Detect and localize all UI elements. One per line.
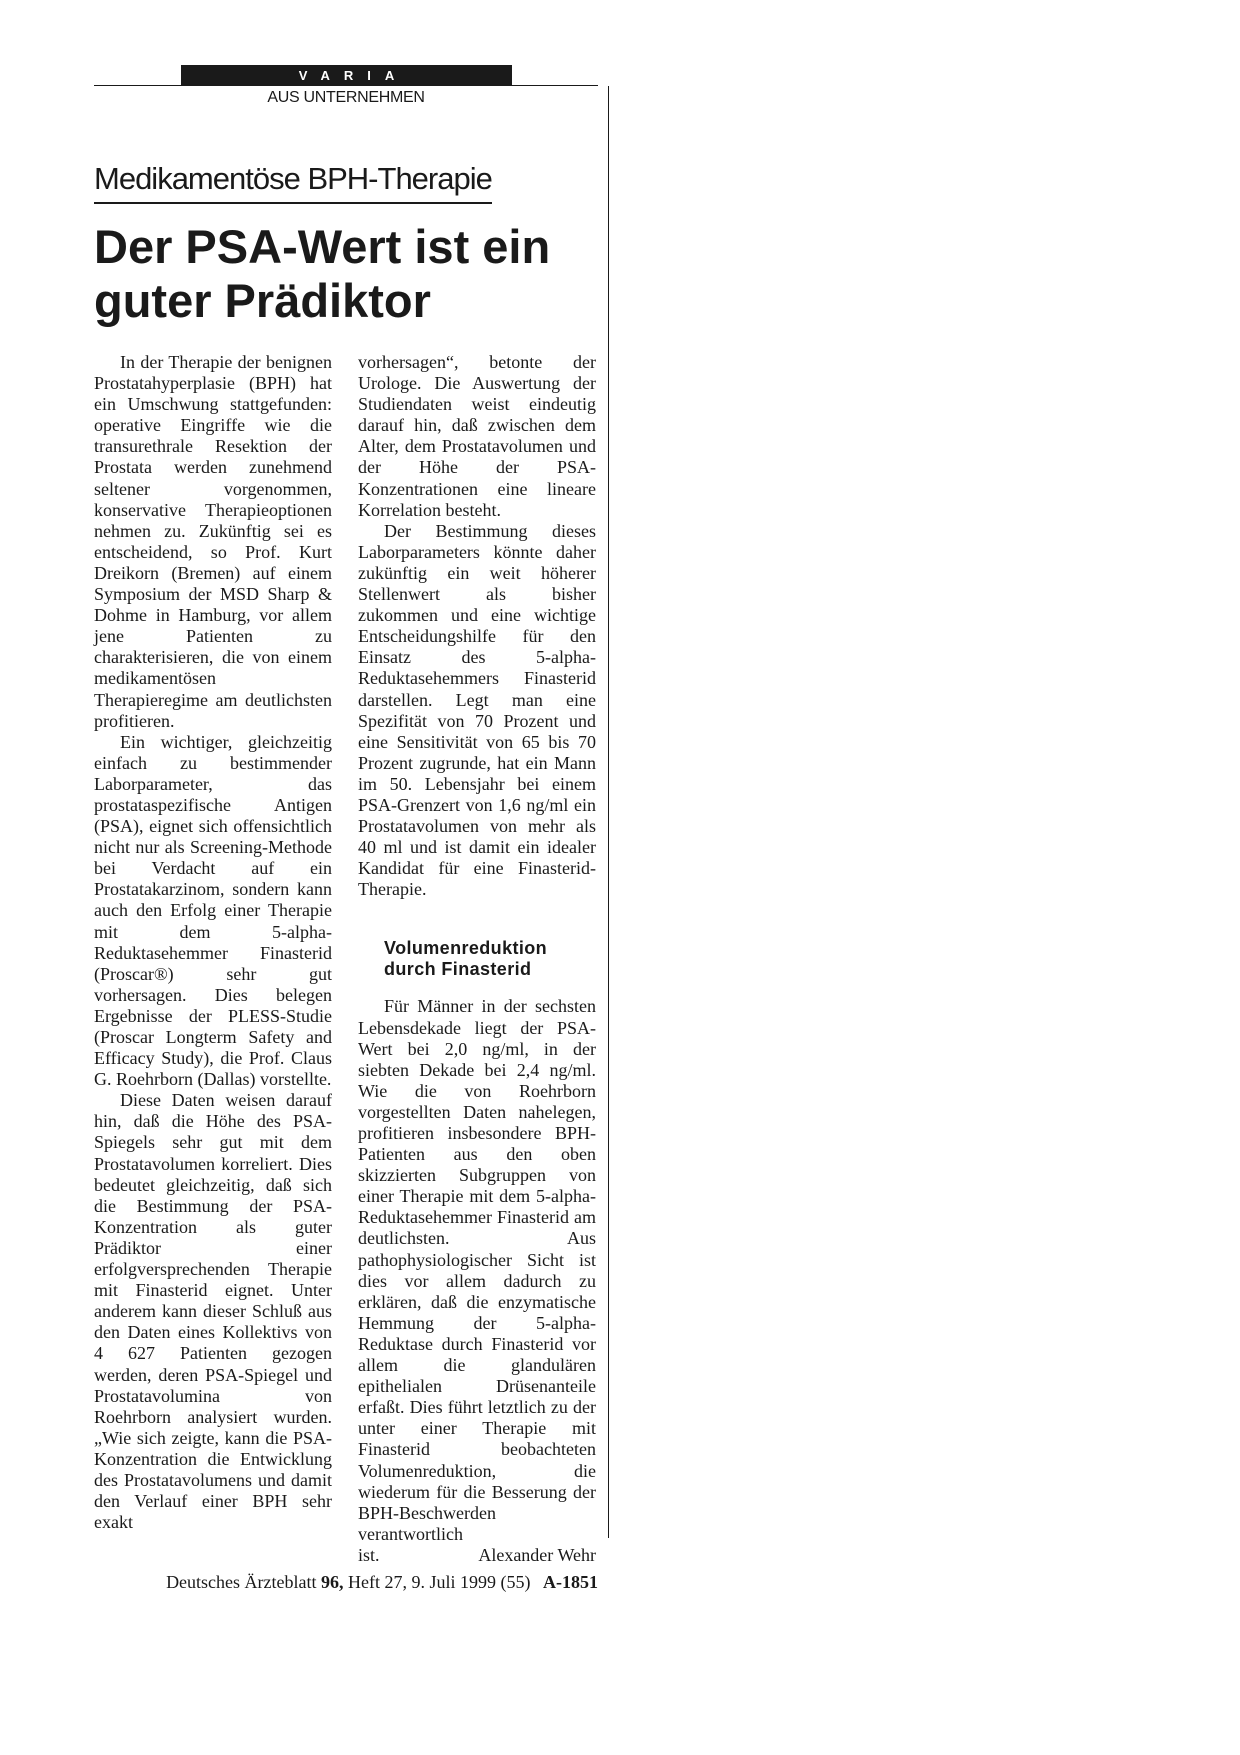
paragraph: Diese Daten weisen darauf hin, daß die Höhe des PSA-Spiegels sehr gut mit dem Prostatavolumen korreliert. Dies bedeutet gleichzeitig, daß sich die Bestimmung der PSA-Konzentration als guter Prädiktor einer erfolgversprechenden Therapie mit Finasterid eignet. Unter anderem kann dieser Schluß aus den Daten eines Kollektivs von 4 627 Patienten gezogen werden, deren PSA-Spiegel und Prostatavolumina von Roehrborn analysiert wurden. „Wie sich zeigte, kann die PSA-Konzentration die Entwicklung des Prostatavolumens und damit den Verlauf einer BPH sehr exakt — [94, 1090, 332, 1533]
column-divider — [608, 86, 609, 1538]
article-column-left — [94, 352, 332, 1533]
article-headline: Der PSA-Wert ist ein guter Prädiktor — [94, 220, 551, 327]
article-kicker: Medikamentöse BPH-Therapie — [94, 161, 492, 196]
header-rule — [94, 85, 598, 86]
issue-info: Heft 27, 9. Juli 1999 (55) — [348, 1572, 531, 1592]
journal-volume: 96, — [321, 1572, 344, 1592]
paragraph: Für Männer in der sechsten Lebensdekade liegt der PSA-Wert bei 2,0 ng/ml, in der siebten Dekade bei 2,4 ng/ml. Wie die von Roehrborn vorgestellten Daten nahelegen, profitieren insbesondere BPH-Patienten aus den oben skizzierten Subgruppen von einer Therapie mit dem 5-alpha-Reduktasehemmer Finasterid am deutlichsten. Aus pathophysiologischer Sicht ist dies vor allem dadurch zu erklären, daß die enzymatische Hemmung der 5-alpha-Reduktase durch Finasterid vor allem die glandulären epithelialen Drüsenanteile erfaßt. Dies führt letztlich zu der unter einer Therapie mit Finasterid beobachteten Volumenreduktion, die wiederum für die Besserung der BPH-Beschwerden verantwortlich — [358, 996, 596, 1544]
article-column-right — [358, 352, 596, 1566]
paragraph: Der Bestimmung dieses Laborparameters könnte daher zukünftig ein weit höherer Stellenwert als bisher zukommen und eine wichtige Entscheidungshilfe für den Einsatz des 5-alpha-Reduktasehemmers Finasterid darstellen. Legt man eine Spezifität von 70 Prozent und eine Sensitivität von 65 bis 70 Prozent zugrunde, hat ein Mann im 50. Lebensjahr bei einem PSA-Grenzert von 1,6 ng/ml ein Prostatavolumen von mehr als 40 ml und ist damit ein idealer Kandidat für eine Finasterid-Therapie. — [358, 520, 596, 900]
page-footer — [94, 1572, 598, 1593]
author-name: Alexander Wehr — [478, 1544, 596, 1565]
paragraph: In der Therapie der benignen Prostatahyperplasie (BPH) hat ein Umschwung stattgefunden: operative Eingriffe wie die transurethrale Resektion der Prostata werden zunehmend seltener vorgenommen, konservative Therapieoptionen nehmen zu. Zukünftig sei es entscheidend, so Prof. Kurt Dreikorn (Bremen) auf einem Symposium der MSD Sharp & Dohme in Hamburg, vor allem jene Patienten zu charakterisieren, die von einem medikamentösen Therapieregime am deutlichsten profitieren. — [94, 352, 332, 731]
journal-name: Deutsches Ärzteblatt — [166, 1572, 317, 1592]
kicker-underline — [94, 202, 492, 204]
closing-word: ist. — [358, 1544, 380, 1565]
paragraph: vorhersagen“, betonte der Urologe. Die Auswertung der Studiendaten weist eindeutig darauf hin, daß zwischen dem Alter, dem Prostatavolumen und der Höhe der PSA-Konzentrationen eine lineare Korrelation besteht. — [358, 352, 596, 520]
page-number: A-1851 — [543, 1572, 598, 1592]
closing-line — [358, 1545, 596, 1566]
paragraph: Ein wichtiger, gleichzeitig einfach zu bestimmender Laborparameter, das prostataspezifische Antigen (PSA), eignet sich offensichtlich nicht nur als Screening-Methode bei Verdacht auf ein Prostatakarzinom, sondern kann auch den Erfolg einer Therapie mit dem 5-alpha-Reduktasehemmer Finasterid (Proscar®) sehr gut vorhersagen. Dies belegen Ergebnisse der PLESS-Studie (Proscar Longterm Safety and Efficacy Study), die Prof. Claus G. Roehrborn (Dallas) vorstellte. — [94, 731, 332, 1090]
subsection-label: AUS UNTERNEHMEN — [267, 89, 425, 106]
section-subheading: Volumenreduktion durch Finasterid — [384, 938, 548, 980]
section-label: VARIA — [181, 65, 512, 86]
